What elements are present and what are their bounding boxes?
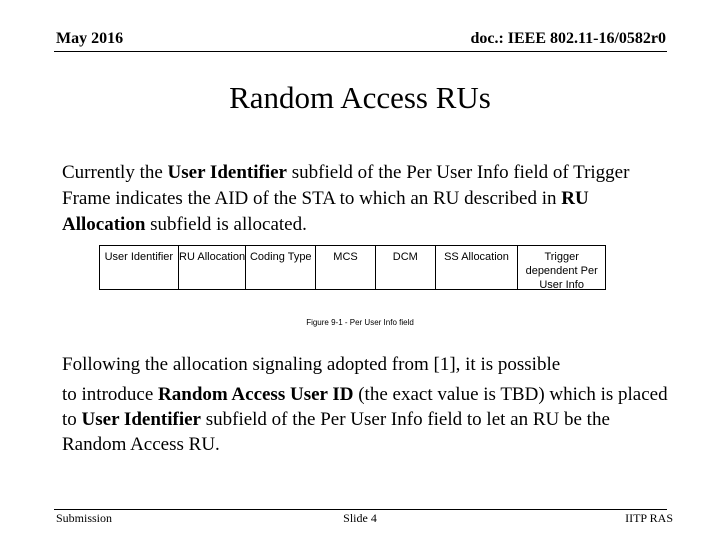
footer-slide-number: Slide 4 xyxy=(343,511,377,525)
paragraph-1-text-a: Currently the xyxy=(62,162,168,183)
paragraph-1-bold-a: User Identifier xyxy=(167,162,287,183)
paragraph-2 xyxy=(62,352,672,457)
paragraph-2-body xyxy=(62,382,672,457)
field-trigger-dependent-info: Trigger dependent Per User Info xyxy=(517,246,605,289)
field-mcs: MCS xyxy=(315,246,375,289)
paragraph-2-text-a: to introduce xyxy=(62,384,159,405)
footer-organization: IITP RAS xyxy=(625,511,673,525)
paragraph-2-bold-a: Random Access User ID xyxy=(158,384,354,405)
field-user-identifier: User Identifier xyxy=(104,251,174,263)
header-date: May 2016 xyxy=(56,30,124,47)
field-dcm: DCM xyxy=(375,246,435,289)
header-rule xyxy=(54,51,667,52)
field-coding-type: Coding Type xyxy=(245,246,315,289)
paragraph-2-text-c: subfield of the Per User Info field to let an RU be the Random Access RU. xyxy=(62,409,610,455)
footer-submission: Submission xyxy=(56,511,113,525)
paragraph-2-bold-b: User Identifier xyxy=(81,409,201,430)
paragraph-2-text-b: (the exact value is TBD) which is placed to xyxy=(62,384,668,430)
per-user-info-table xyxy=(99,245,606,290)
paragraph-1 xyxy=(62,160,672,238)
figure-caption: Figure 9-1 - Per User Info field xyxy=(306,318,414,327)
paragraph-1-bold-b: RU Allocation xyxy=(62,188,589,235)
paragraph-1-text-c: subfield is allocated. xyxy=(145,214,307,235)
field-ru-allocation: RU Allocation xyxy=(178,246,246,289)
paragraph-2-line-1: Following the allocation signaling adopted from [1], it is possible xyxy=(62,354,561,375)
paragraph-1-text-b: subfield of the Per User Info field of Trigger Frame indicates the AID of the STA to which an RU described in xyxy=(62,162,630,209)
slide-title: Random Access RUs xyxy=(229,80,491,115)
footer-rule xyxy=(54,509,667,510)
field-ss-allocation: SS Allocation xyxy=(435,246,518,289)
header-doc-id: doc.: IEEE 802.11-16/0582r0 xyxy=(470,30,666,47)
